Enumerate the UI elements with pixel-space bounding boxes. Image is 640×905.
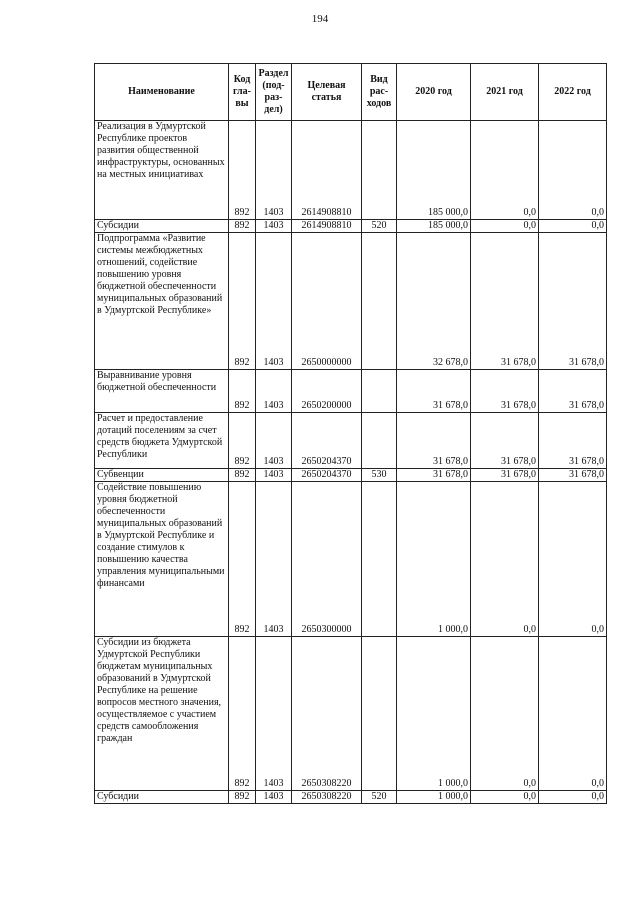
table-row	[95, 233, 607, 370]
row-name: Расчет и предоставление дотаций поселениям за счет средств бюджета Удмуртской Республики	[95, 413, 229, 469]
row-2022: 31 678,0	[539, 413, 607, 469]
row-glava: 892	[229, 637, 256, 791]
row-2020: 1 000,0	[397, 482, 471, 637]
table-row	[95, 469, 607, 482]
row-2022: 0,0	[539, 637, 607, 791]
row-razdel: 1403	[256, 220, 292, 233]
row-razdel: 1403	[256, 469, 292, 482]
row-razdel: 1403	[256, 121, 292, 220]
row-razdel: 1403	[256, 791, 292, 804]
header-vid: Вид рас- ходов	[362, 64, 397, 121]
row-2022: 31 678,0	[539, 370, 607, 413]
row-glava: 892	[229, 121, 256, 220]
row-name: Субвенции	[95, 469, 229, 482]
row-name: Субсидии из бюджета Удмуртской Республики бюджетам муниципальных образований в Удмуртской Республике на решение вопросов местного значения, осуществляемое с участием средств самообложения граждан	[95, 637, 229, 791]
page-number: 194	[311, 13, 329, 25]
row-2021: 31 678,0	[471, 370, 539, 413]
row-glava: 892	[229, 233, 256, 370]
header-glava: Код гла- вы	[229, 64, 256, 121]
row-vid	[362, 370, 397, 413]
row-statya: 2650308220	[292, 637, 362, 791]
row-statya: 2614908810	[292, 220, 362, 233]
row-2020: 185 000,0	[397, 220, 471, 233]
header-2022: 2022 год	[539, 64, 607, 121]
header-2020: 2020 год	[397, 64, 471, 121]
row-glava: 892	[229, 370, 256, 413]
row-2020: 32 678,0	[397, 233, 471, 370]
row-glava: 892	[229, 482, 256, 637]
table-row	[95, 220, 607, 233]
row-name: Выравнивание уровня бюджетной обеспеченности	[95, 370, 229, 413]
row-statya: 2650200000	[292, 370, 362, 413]
row-razdel: 1403	[256, 637, 292, 791]
row-vid	[362, 637, 397, 791]
row-name: Субсидии	[95, 220, 229, 233]
row-vid	[362, 413, 397, 469]
row-glava: 892	[229, 791, 256, 804]
row-2020: 31 678,0	[397, 469, 471, 482]
row-2021: 0,0	[471, 121, 539, 220]
row-2021: 0,0	[471, 482, 539, 637]
row-2021: 0,0	[471, 220, 539, 233]
table-row	[95, 482, 607, 637]
row-vid	[362, 121, 397, 220]
table-row	[95, 121, 607, 220]
row-statya: 2650000000	[292, 233, 362, 370]
row-2021: 0,0	[471, 791, 539, 804]
row-2021: 31 678,0	[471, 469, 539, 482]
row-2021: 31 678,0	[471, 233, 539, 370]
row-razdel: 1403	[256, 413, 292, 469]
row-glava: 892	[229, 220, 256, 233]
table-row	[95, 637, 607, 791]
row-statya: 2650204370	[292, 413, 362, 469]
row-razdel: 1403	[256, 233, 292, 370]
row-2022: 31 678,0	[539, 469, 607, 482]
budget-table	[94, 63, 607, 804]
row-razdel: 1403	[256, 370, 292, 413]
row-razdel: 1403	[256, 482, 292, 637]
row-2020: 1 000,0	[397, 637, 471, 791]
row-2022: 0,0	[539, 791, 607, 804]
row-name: Содействие повышению уровня бюджетной обеспеченности муниципальных образований в Удмуртской Республике и создание стимулов к повышению качества управления муниципальными финансами	[95, 482, 229, 637]
row-vid	[362, 482, 397, 637]
table-row	[95, 791, 607, 804]
header-2021: 2021 год	[471, 64, 539, 121]
row-2021: 31 678,0	[471, 413, 539, 469]
row-2022: 31 678,0	[539, 233, 607, 370]
row-vid: 520	[362, 220, 397, 233]
table-row	[95, 413, 607, 469]
row-vid	[362, 233, 397, 370]
row-name: Реализация в Удмуртской Республике проектов развития общественной инфраструктуры, основанных на местных инициативах	[95, 121, 229, 220]
row-glava: 892	[229, 413, 256, 469]
row-name: Субсидии	[95, 791, 229, 804]
row-2021: 0,0	[471, 637, 539, 791]
row-2020: 31 678,0	[397, 413, 471, 469]
row-statya: 2614908810	[292, 121, 362, 220]
row-2022: 0,0	[539, 121, 607, 220]
row-statya: 2650300000	[292, 482, 362, 637]
header-name: Наименование	[95, 64, 229, 121]
row-2020: 31 678,0	[397, 370, 471, 413]
header-statya: Целевая статья	[292, 64, 362, 121]
row-2020: 185 000,0	[397, 121, 471, 220]
row-2022: 0,0	[539, 482, 607, 637]
row-statya: 2650204370	[292, 469, 362, 482]
row-name: Подпрограмма «Развитие системы межбюджетных отношений, содействие повышению уровня бюджетной обеспеченности муниципальных образований в Удмуртской Республике»	[95, 233, 229, 370]
table-header-row	[95, 64, 607, 121]
row-2020: 1 000,0	[397, 791, 471, 804]
row-2022: 0,0	[539, 220, 607, 233]
table-row	[95, 370, 607, 413]
row-vid: 530	[362, 469, 397, 482]
header-razdel: Раздел (под- раз- дел)	[256, 64, 292, 121]
row-vid: 520	[362, 791, 397, 804]
row-statya: 2650308220	[292, 791, 362, 804]
row-glava: 892	[229, 469, 256, 482]
